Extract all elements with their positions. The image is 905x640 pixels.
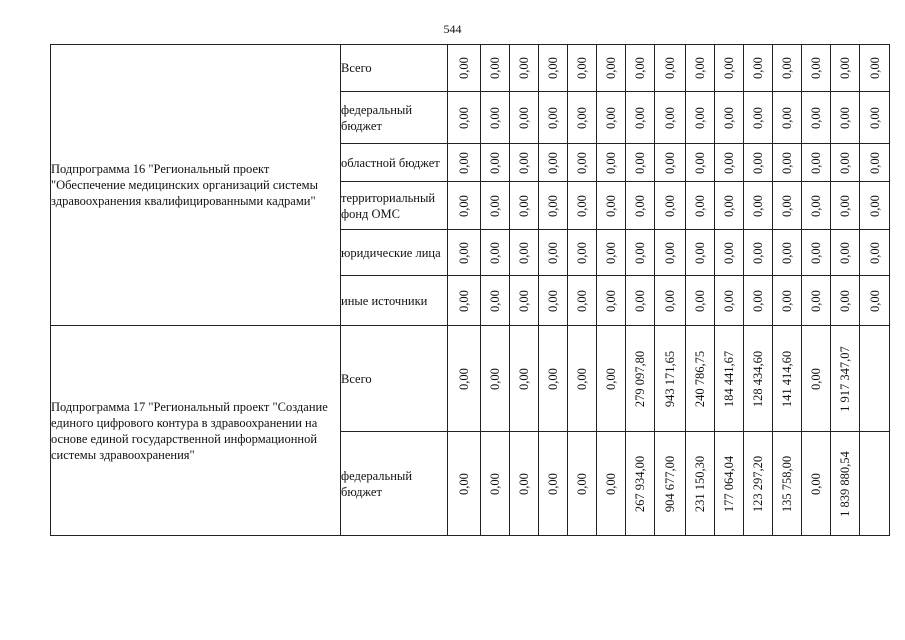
value-cell [831,144,860,182]
value-cell [744,326,773,432]
value-text: 141 414,60 [780,350,794,407]
value-text: 0,00 [780,57,794,79]
value-text: 0,00 [604,194,618,217]
value-text: 0,00 [488,57,502,79]
value-text: 0,00 [517,289,531,312]
value-cell [510,144,539,182]
value-text: 0,00 [693,241,707,264]
value-text: 0,00 [838,241,852,264]
value-text: 0,00 [546,289,560,312]
program-name-cell: Подпрограмма 17 "Региональный проект "Создание единого цифрового контура в здравоохранении на основе единой государственной информационной системы здравоохранения" [51,326,341,536]
value-cell [802,182,831,230]
value-text: 0,00 [488,289,502,312]
value-cell [802,432,831,536]
value-text: 0,00 [575,241,589,264]
value-cell [773,92,802,144]
value-cell [539,276,568,326]
value-cell [773,432,802,536]
value-text: 0,00 [809,367,823,390]
funding-source-cell: федеральный бюджет [341,432,448,536]
value-cell [626,92,655,144]
table-row [51,45,890,92]
value-cell [715,326,744,432]
value-cell [655,182,686,230]
value-cell [626,182,655,230]
value-text: 0,00 [663,106,677,129]
value-cell [568,276,597,326]
value-text: 0,00 [751,57,765,79]
value-cell [481,45,510,92]
funding-source-cell: иные источники [341,276,448,326]
table-row [51,326,890,432]
value-text: 0,00 [722,289,736,312]
value-text: 0,00 [867,241,882,264]
value-text: 0,00 [867,106,882,129]
value-text: 231 150,30 [693,455,707,512]
value-text: 904 677,00 [663,455,677,512]
value-text: 0,00 [517,241,531,264]
value-cell [568,182,597,230]
value-text: 0,00 [722,57,736,79]
value-text: 0,00 [517,151,531,174]
value-cell [860,92,890,144]
value-cell [802,230,831,276]
funding-source-cell: юридические лица [341,230,448,276]
value-text: 0,00 [867,194,882,217]
value-text: 0,00 [722,151,736,174]
value-cell [860,432,890,536]
value-cell [715,144,744,182]
value-text: 0,00 [722,241,736,264]
value-cell [568,432,597,536]
value-cell [539,144,568,182]
value-text: 0,00 [838,151,852,174]
value-cell [686,45,715,92]
value-cell [626,45,655,92]
value-text: 0,00 [488,194,502,217]
value-text: 0,00 [488,241,502,264]
funding-source-cell: областной бюджет [341,144,448,182]
funding-source-cell: территориальный фонд ОМС [341,182,448,230]
value-text: 0,00 [604,241,618,264]
value-text: 0,00 [575,57,589,79]
value-cell [539,92,568,144]
value-cell [510,45,539,92]
value-cell [715,276,744,326]
value-cell [510,276,539,326]
value-text: 0,00 [633,151,647,174]
value-cell [568,144,597,182]
value-text: 0,00 [546,241,560,264]
value-text: 0,00 [663,151,677,174]
value-cell [744,92,773,144]
value-text: 0,00 [663,194,677,217]
value-text: 0,00 [722,106,736,129]
value-cell [626,326,655,432]
value-text: 0,00 [457,57,471,79]
value-cell [802,45,831,92]
funding-source-cell: Всего [341,326,448,432]
value-text: 0,00 [575,472,589,495]
value-cell [568,230,597,276]
value-text: 0,00 [457,194,471,217]
value-cell [860,45,890,92]
value-text: 0,00 [693,151,707,174]
value-cell [539,230,568,276]
value-text: 267 934,00 [633,455,647,512]
value-text: 0,00 [838,106,852,129]
value-cell [568,45,597,92]
value-text: 0,00 [457,241,471,264]
funding-source-cell: Всего [341,45,448,92]
value-cell [448,45,481,92]
value-cell [448,182,481,230]
value-cell [715,230,744,276]
value-cell [686,92,715,144]
value-cell [448,276,481,326]
value-text: 0,00 [604,151,618,174]
value-cell [510,92,539,144]
funding-source-cell: федеральный бюджет [341,92,448,144]
value-cell [744,45,773,92]
value-cell [510,432,539,536]
value-text: 0,00 [751,151,765,174]
value-text: 123 297,20 [751,455,765,512]
value-text: 0,00 [693,106,707,129]
value-cell [481,182,510,230]
value-cell [744,432,773,536]
value-cell [773,326,802,432]
value-cell [626,230,655,276]
value-cell [655,92,686,144]
value-text: 0,00 [604,57,618,79]
value-text: 0,00 [517,472,531,495]
value-cell [802,144,831,182]
value-cell [481,230,510,276]
value-text: 0,00 [809,241,823,264]
value-cell [831,432,860,536]
value-cell [597,92,626,144]
value-text: 0,00 [780,151,794,174]
value-cell [539,182,568,230]
value-cell [597,182,626,230]
value-text: 0,00 [546,472,560,495]
value-text: 1 839 880,54 [838,450,852,517]
value-text: 0,00 [809,151,823,174]
value-cell [568,326,597,432]
value-cell [597,276,626,326]
value-text: 0,00 [838,194,852,217]
value-cell [597,326,626,432]
value-cell [831,326,860,432]
value-text: 0,00 [722,194,736,217]
value-text: 0,00 [663,289,677,312]
value-cell [715,432,744,536]
value-cell [568,92,597,144]
value-text: 184 441,67 [722,350,736,407]
value-cell [539,45,568,92]
value-cell [802,326,831,432]
value-cell [481,432,510,536]
value-text: 0,00 [517,194,531,217]
value-cell [655,432,686,536]
value-text: 0,00 [575,194,589,217]
value-text: 0,00 [663,241,677,264]
value-cell [744,230,773,276]
value-text: 0,00 [517,367,531,390]
value-text: 0,00 [633,289,647,312]
value-cell [860,230,890,276]
value-cell [686,432,715,536]
value-text: 0,00 [633,106,647,129]
value-text: 0,00 [575,151,589,174]
value-text: 0,00 [457,289,471,312]
value-cell [481,326,510,432]
value-text: 0,00 [575,106,589,129]
value-cell [802,92,831,144]
value-text: 0,00 [751,241,765,264]
value-text: 135 758,00 [780,455,794,512]
value-cell [860,326,890,432]
value-cell [860,144,890,182]
value-cell [686,326,715,432]
value-text: 0,00 [633,194,647,217]
value-text: 0,00 [809,57,823,79]
value-text: 0,00 [693,289,707,312]
value-text: 0,00 [809,194,823,217]
value-text: 0,00 [457,472,471,495]
value-text: 0,00 [809,106,823,129]
value-text: 0,00 [693,194,707,217]
program-name-cell: Подпрограмма 16 "Региональный проект "Обеспечение медицинских организаций системы здравоохранения квалифицированными кадрами" [51,45,341,326]
value-cell [773,182,802,230]
value-text: 0,00 [575,289,589,312]
value-text: 0,00 [809,289,823,312]
value-text: 0,00 [751,289,765,312]
value-text: 0,00 [488,367,502,390]
value-text: 0,00 [751,194,765,217]
value-text: 0,00 [780,289,794,312]
value-cell [655,45,686,92]
page-number: 544 [443,22,462,36]
value-cell [831,92,860,144]
value-cell [626,144,655,182]
value-text: 0,00 [867,57,882,79]
value-cell [448,230,481,276]
value-cell [655,276,686,326]
value-cell [510,326,539,432]
value-cell [686,276,715,326]
value-text: 0,00 [838,289,852,312]
value-text: 0,00 [546,367,560,390]
value-cell [448,144,481,182]
value-text: 128 434,60 [751,350,765,407]
value-text: 0,00 [867,289,882,312]
value-text: 1 917 347,07 [838,345,852,412]
value-cell [539,326,568,432]
value-text: 0,00 [693,57,707,79]
value-text: 0,00 [546,151,560,174]
value-text: 0,00 [457,151,471,174]
value-cell [686,230,715,276]
value-text: 0,00 [780,106,794,129]
value-text: 0,00 [604,472,618,495]
value-cell [744,182,773,230]
value-text: 177 064,04 [722,455,736,512]
value-cell [715,45,744,92]
value-text: 0,00 [546,57,560,79]
value-cell [773,230,802,276]
value-cell [773,276,802,326]
value-text: 0,00 [751,106,765,129]
value-cell [448,432,481,536]
value-cell [831,182,860,230]
value-text: 0,00 [488,472,502,495]
value-text: 0,00 [604,106,618,129]
value-text: 0,00 [809,472,823,495]
value-cell [655,144,686,182]
value-text: 0,00 [546,194,560,217]
value-text: 0,00 [488,151,502,174]
value-text: 0,00 [457,106,471,129]
value-text: 0,00 [604,289,618,312]
value-cell [655,326,686,432]
value-text: 0,00 [780,194,794,217]
value-cell [686,182,715,230]
value-cell [626,276,655,326]
value-text: 0,00 [517,106,531,129]
value-text: 0,00 [663,57,677,79]
value-text: 0,00 [488,106,502,129]
value-text: 279 097,80 [633,350,647,407]
value-text: 0,00 [838,57,852,79]
value-cell [831,230,860,276]
value-cell [715,92,744,144]
value-cell [448,92,481,144]
value-cell [510,182,539,230]
value-cell [626,432,655,536]
value-cell [686,144,715,182]
value-cell [597,230,626,276]
value-text: 0,00 [604,367,618,390]
value-cell [831,45,860,92]
value-cell [510,230,539,276]
value-text: 0,00 [633,241,647,264]
value-cell [860,182,890,230]
value-cell [802,276,831,326]
value-cell [481,144,510,182]
value-text: 0,00 [633,57,647,79]
value-text: 0,00 [867,151,882,174]
value-cell [448,326,481,432]
budget-table [50,44,890,536]
value-cell [597,144,626,182]
value-cell [597,45,626,92]
value-cell [715,182,744,230]
value-text: 240 786,75 [693,350,707,407]
value-cell [773,45,802,92]
value-text: 943 171,65 [663,350,677,407]
value-cell [655,230,686,276]
value-cell [481,92,510,144]
value-cell [831,276,860,326]
value-text: 0,00 [575,367,589,390]
value-cell [539,432,568,536]
value-text: 0,00 [546,106,560,129]
value-cell [773,144,802,182]
value-cell [481,276,510,326]
value-cell [744,144,773,182]
value-text: 0,00 [780,241,794,264]
value-text: 0,00 [457,367,471,390]
value-cell [597,432,626,536]
value-cell [860,276,890,326]
value-text: 0,00 [517,57,531,79]
value-cell [744,276,773,326]
